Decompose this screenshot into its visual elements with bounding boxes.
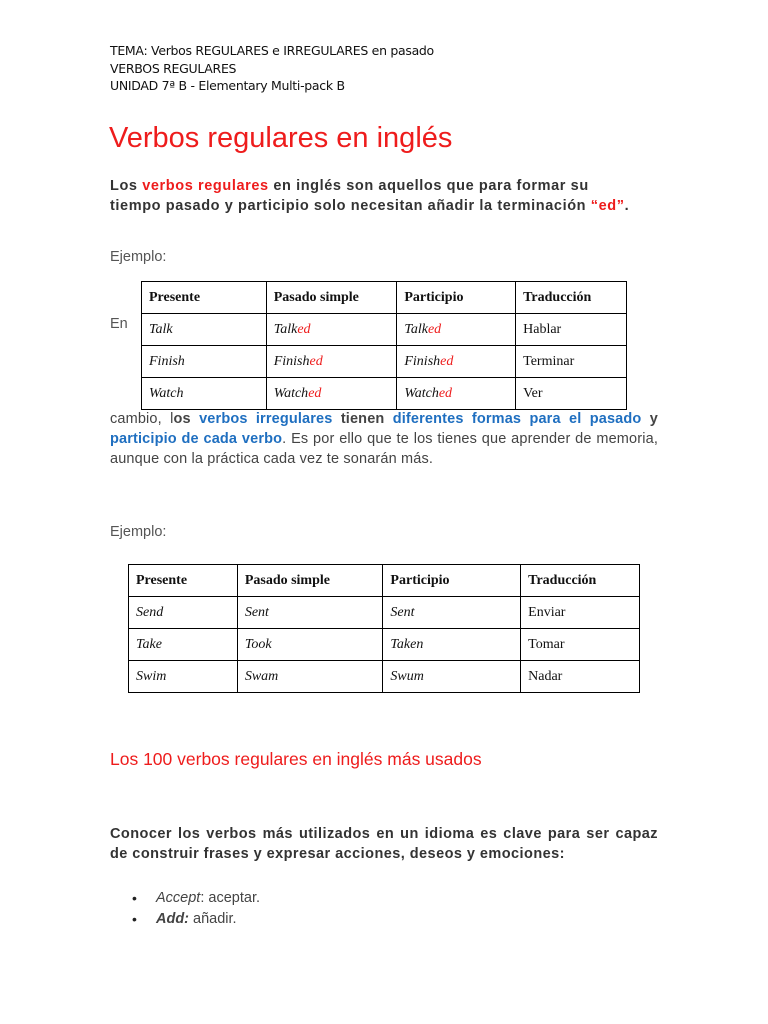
cell-translation: Enviar — [521, 597, 640, 629]
header-section: VERBOS REGULARES — [110, 61, 237, 76]
cell-participle: Talked — [397, 314, 516, 346]
cell-past: Took — [237, 629, 383, 661]
header-topic: TEMA: Verbos REGULARES e IRREGULARES en pasado — [110, 43, 434, 58]
table-row — [129, 629, 640, 661]
suffix-ed: ed — [427, 321, 442, 337]
highlight-different-forms: diferentes formas para el pasado — [392, 411, 642, 427]
table-row — [142, 346, 627, 378]
cell-participle: Swum — [383, 661, 521, 693]
cell-participle: Watched — [397, 378, 516, 410]
cell-present: Finish — [142, 346, 267, 378]
table-row — [129, 597, 640, 629]
cell-present: Take — [129, 629, 238, 661]
table-row — [142, 314, 627, 346]
header-unit: UNIDAD 7ª B - Elementary Multi-pack B — [110, 78, 345, 93]
regular-verbs-table — [141, 281, 627, 410]
cell-past: Talked — [266, 314, 397, 346]
cell-present: Watch — [142, 378, 267, 410]
col-present: Presente — [142, 282, 267, 314]
table-header-row — [142, 282, 627, 314]
cell-past: Finished — [266, 346, 397, 378]
list-meaning: añadir. — [189, 911, 237, 927]
verb-list — [132, 888, 260, 930]
cell-past: Sent — [237, 597, 383, 629]
section-subtitle: Los 100 verbos regulares en inglés más usados — [110, 749, 482, 769]
table-header-row — [129, 565, 640, 597]
cell-participle: Sent — [383, 597, 521, 629]
cell-past: Swam — [237, 661, 383, 693]
suffix-ed: ed — [309, 353, 323, 369]
list-verb: Accept — [156, 890, 201, 906]
list-item: • Accept: aceptar. — [132, 888, 260, 909]
col-participle: Participio — [397, 282, 516, 314]
cell-translation: Nadar — [521, 661, 640, 693]
cell-translation: Tomar — [521, 629, 640, 661]
most-used-paragraph: Conocer los verbos más utilizados en un idioma es clave para ser capaz de construir frases y expresar acciones, deseos y emociones: — [110, 826, 658, 862]
col-past: Pasado simple — [266, 282, 397, 314]
cell-past: Watched — [266, 378, 397, 410]
suffix-ed: ed — [297, 321, 311, 337]
highlight-ed: “ed” — [590, 198, 625, 214]
highlight-regular-verbs: verbos regulares — [142, 178, 269, 194]
list-item — [132, 909, 260, 930]
col-present: Presente — [129, 565, 238, 597]
highlight-irregular-verbs: verbos irregulares — [199, 411, 333, 427]
cell-translation: Hablar — [516, 314, 627, 346]
highlight-participle: participio de cada verbo — [110, 431, 283, 447]
col-translation: Traducción — [521, 565, 640, 597]
table-row — [129, 661, 640, 693]
col-participle: Participio — [383, 565, 521, 597]
para2-en: En — [110, 316, 128, 332]
cell-present: Swim — [129, 661, 238, 693]
cell-translation: Terminar — [516, 346, 627, 378]
list-verb: Add: — [156, 911, 190, 927]
suffix-ed: ed — [308, 385, 322, 401]
cell-translation: Ver — [516, 378, 627, 410]
irregular-paragraph: cambio, los verbos irregulares tienen diferentes formas para el pasado y participio de cada verbo. Es por ello que te los tienes que aprender de memoria, aunque con la práctica cada vez te sonarán más. — [110, 411, 658, 467]
cell-present: Talk — [142, 314, 267, 346]
example-label-2: Ejemplo: — [110, 524, 167, 540]
suffix-ed: ed — [438, 385, 453, 401]
cell-participle: Finished — [397, 346, 516, 378]
cell-participle: Taken — [383, 629, 521, 661]
intro-paragraph: Los verbos regulares en inglés son aquellos que para formar su tiempo pasado y participio solo necesitan añadir la terminación “ed”. — [110, 178, 630, 214]
page-title: Verbos regulares en inglés — [109, 122, 453, 154]
col-past: Pasado simple — [237, 565, 383, 597]
irregular-verbs-table — [128, 564, 640, 693]
cell-present: Send — [129, 597, 238, 629]
list-meaning: aceptar. — [204, 890, 260, 906]
col-translation: Traducción — [516, 282, 627, 314]
example-label-1: Ejemplo: — [110, 249, 167, 265]
suffix-ed: ed — [440, 353, 454, 369]
table-row — [142, 378, 627, 410]
